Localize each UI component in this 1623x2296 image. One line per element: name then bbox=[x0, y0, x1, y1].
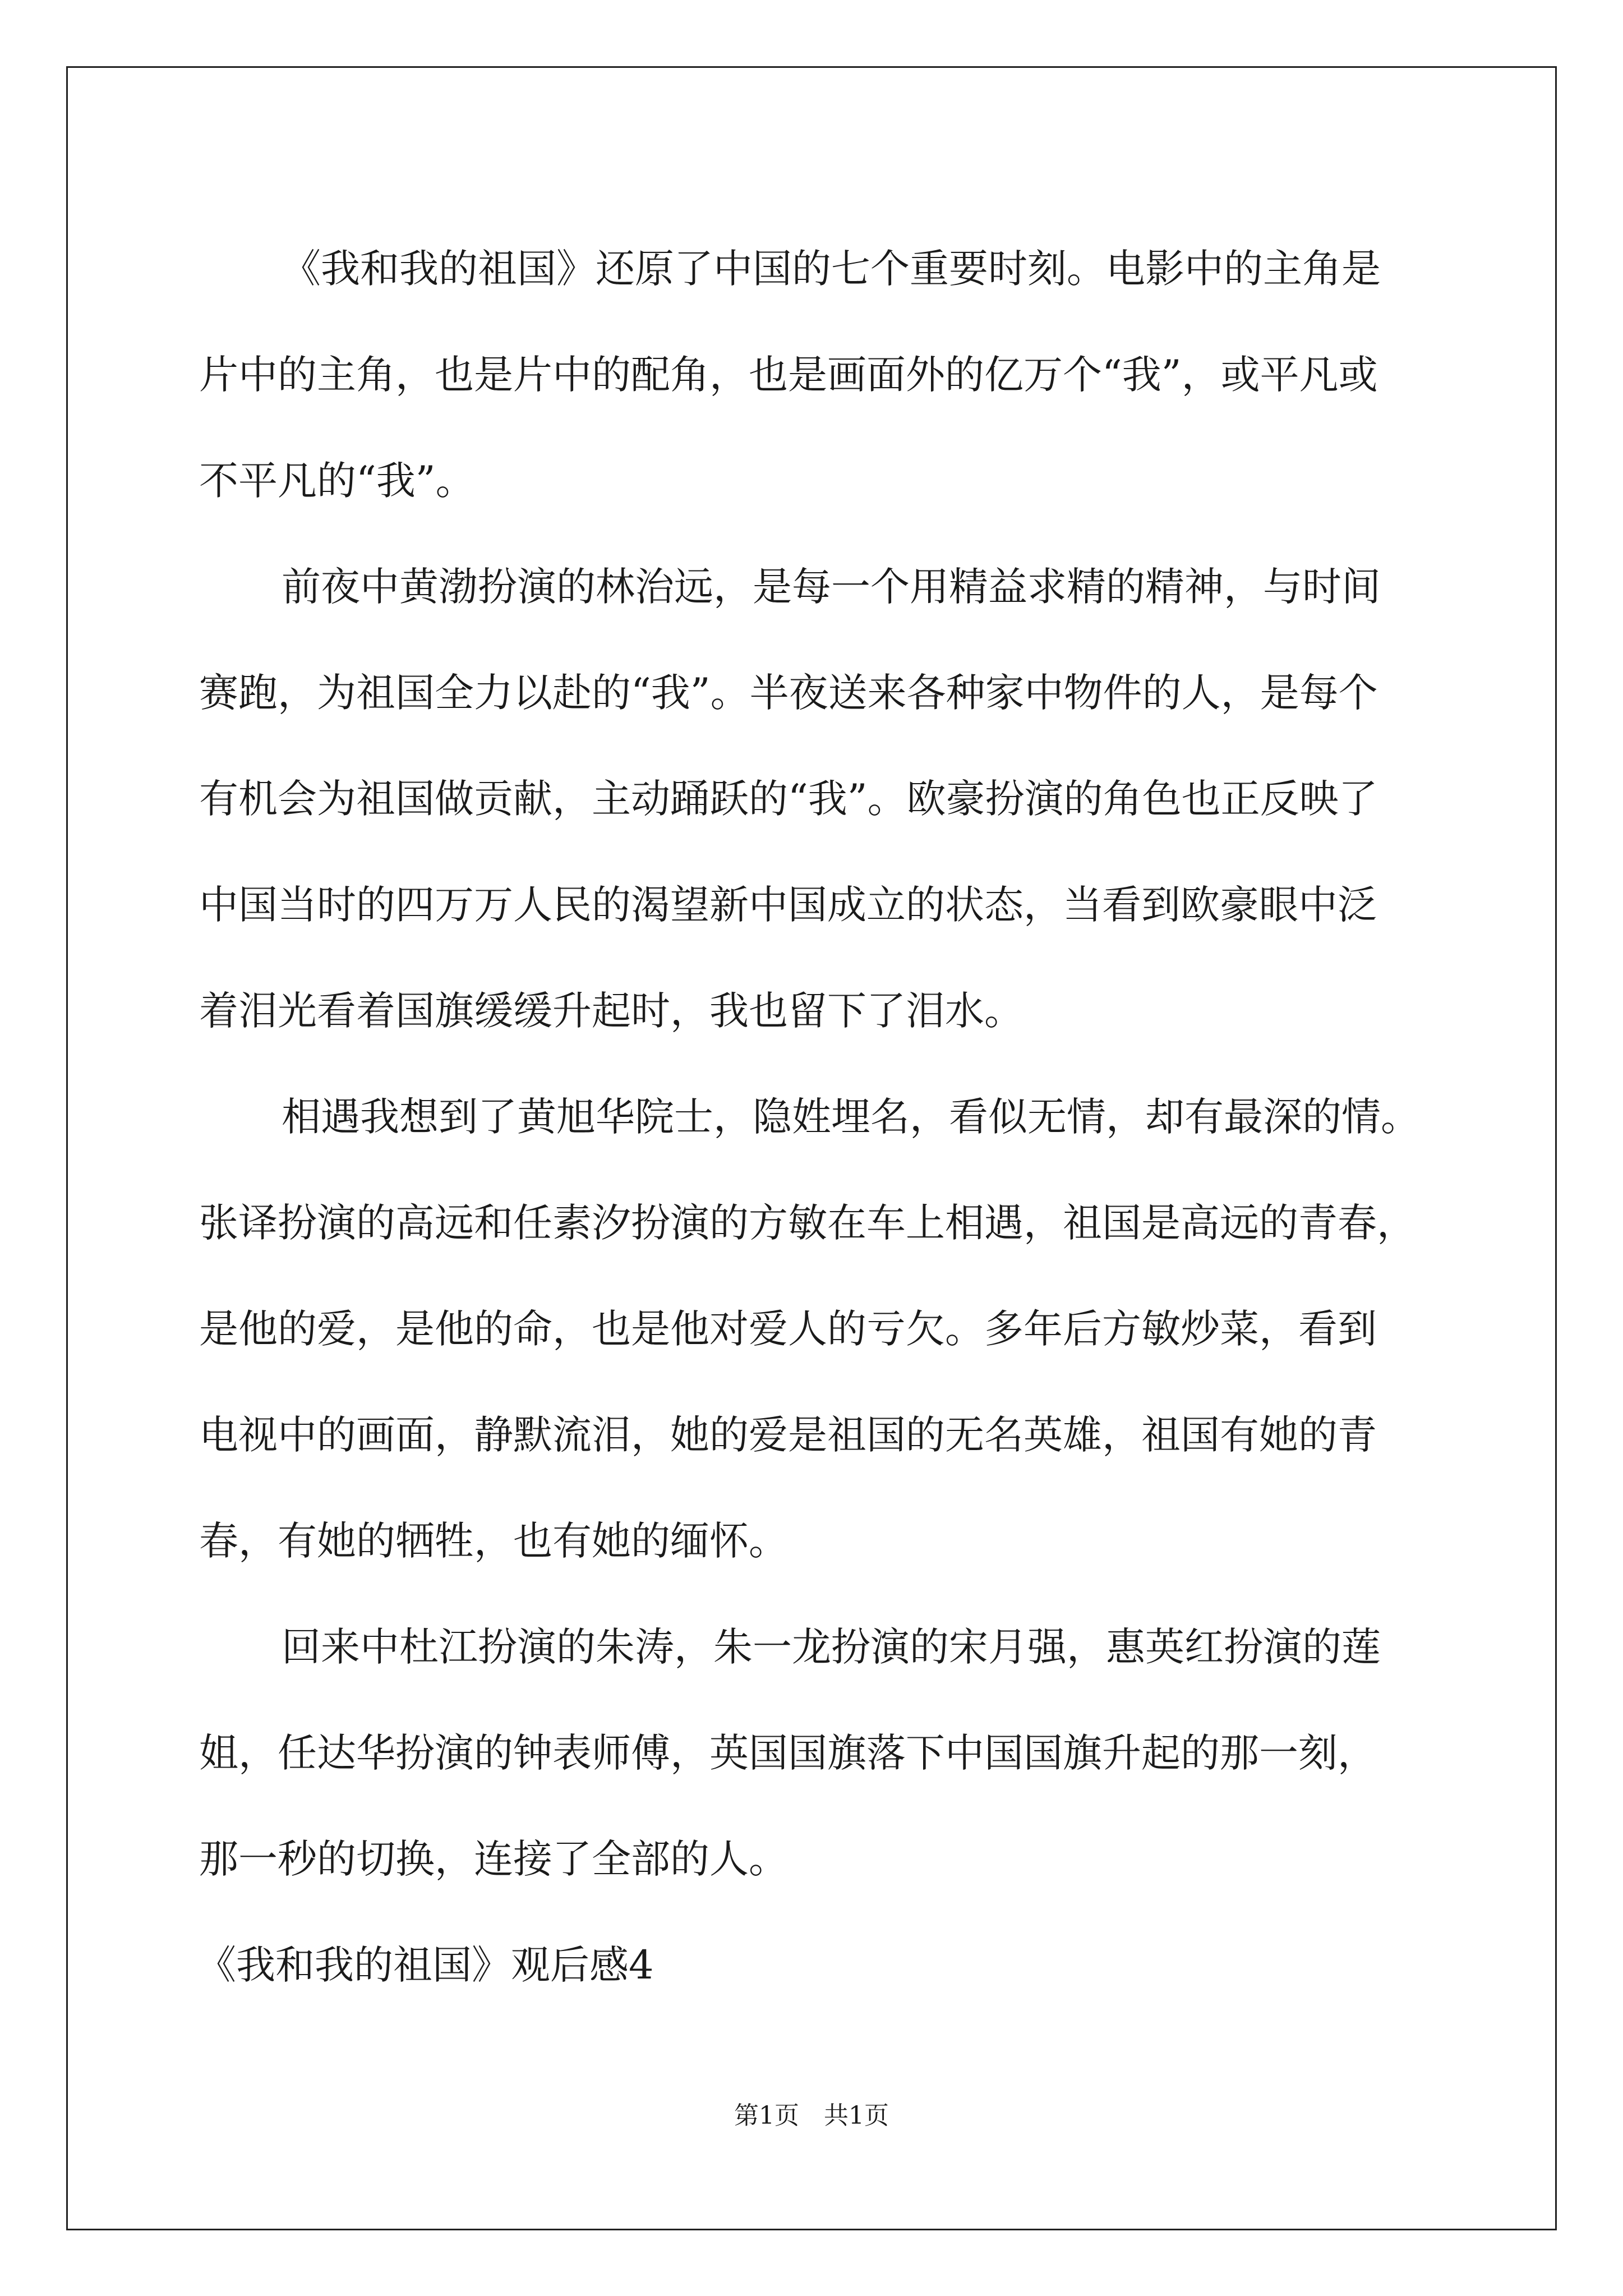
text-line: 赛跑，为祖国全力以赴的“我”。半夜送来各种家中物件的人，是每个 bbox=[199, 670, 1378, 716]
text-line: 前夜中黄渤扮演的林治远，是每一个用精益求精的精神，与时间 bbox=[282, 564, 1381, 610]
paragraph-1 bbox=[199, 216, 1447, 534]
text-line: 有机会为祖国做贡献，主动踊跃的“我”。欧豪扮演的角色也正反映了 bbox=[199, 776, 1378, 822]
text-line: 张译扮演的高远和任素汐扮演的方敏在车上相遇，祖国是高远的青春， bbox=[199, 1200, 1416, 1246]
paragraph-4 bbox=[199, 1594, 1447, 1912]
text-line: 着泪光看着国旗缓缓升起时，我也留下了泪水。 bbox=[199, 988, 1023, 1034]
text-line: 回来中杜江扮演的朱涛，朱一龙扮演的宋月强，惠英红扮演的莲 bbox=[282, 1624, 1381, 1670]
text-line: 电视中的画面，静默流泪，她的爱是祖国的无名英雄，祖国有她的青 bbox=[199, 1412, 1377, 1458]
paragraph-2 bbox=[199, 534, 1447, 1064]
section-heading: 《我和我的祖国》观后感4 bbox=[197, 1942, 654, 1988]
page-number-footer: 第1页 共1页 bbox=[734, 2101, 889, 2130]
text-line: 中国当时的四万万人民的渴望新中国成立的状态，当看到欧豪眼中泛 bbox=[199, 882, 1377, 928]
text-line: 片中的主角，也是片中的配角，也是画面外的亿万个“我”，或平凡或 bbox=[199, 352, 1378, 398]
text-line: 姐，任达华扮演的钟表师傅，英国国旗落下中国国旗升起的那一刻， bbox=[199, 1730, 1377, 1776]
text-line: 是他的爱，是他的命，也是他对爱人的亏欠。多年后方敏炒菜，看到 bbox=[199, 1306, 1377, 1352]
text-line: 相遇我想到了黄旭华院士，隐姓埋名，看似无情，却有最深的情。 bbox=[282, 1094, 1420, 1140]
paragraph-3 bbox=[199, 1064, 1447, 1594]
text-line: 春，有她的牺牲，也有她的缅怀。 bbox=[199, 1518, 788, 1564]
text-line: 《我和我的祖国》还原了中国的七个重要时刻。电影中的主角是 bbox=[282, 246, 1381, 292]
document-body bbox=[199, 216, 1447, 2018]
text-line: 那一秒的切换，连接了全部的人。 bbox=[199, 1836, 788, 1882]
text-line: 不平凡的“我”。 bbox=[199, 458, 475, 504]
